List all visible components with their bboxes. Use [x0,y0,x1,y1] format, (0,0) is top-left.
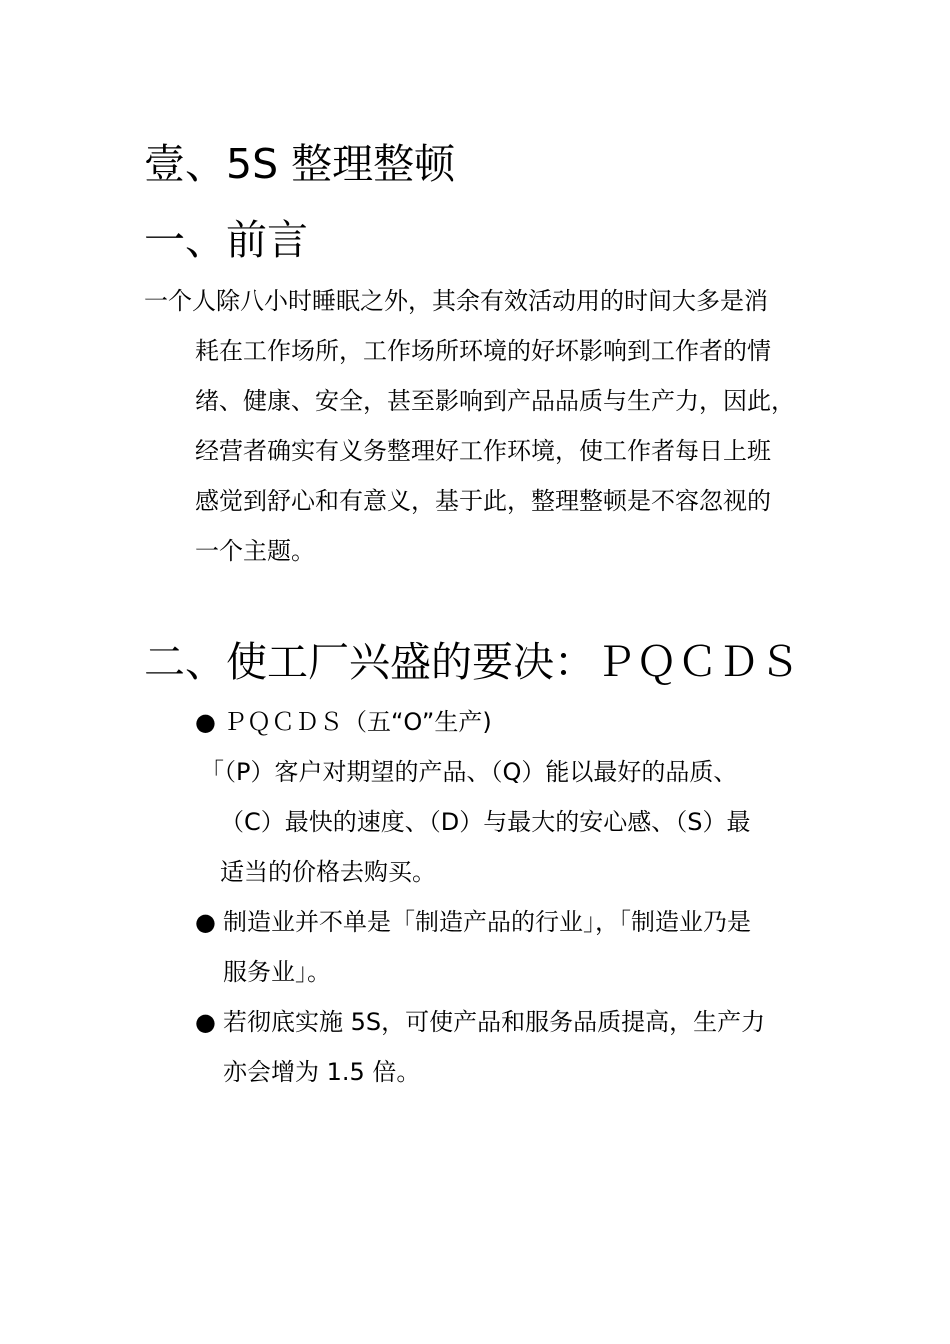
bullet-icon: ● [195,908,216,936]
paragraph-line: 经营者确实有义务整理好工作环境，使工作者每日上班 [195,437,771,465]
bullet-icon: ● [195,708,216,736]
paragraph-line: 耗在工作场所，工作场所环境的好坏影响到工作者的情 [195,337,771,365]
bullet-text: 若彻底实施 5S，可使产品和服务品质提高，生产力 [223,1008,766,1036]
section1-paragraph [144,276,844,576]
bullet-icon: ● [195,1008,216,1036]
bullet-text-continued: 服务业」。 [223,958,331,986]
section2-heading: 二、使工厂兴盛的要决：ＰＱＣＤＳ [144,638,800,686]
bullet-text-continued: 亦会增为 1.5 倍。 [223,1058,421,1086]
quote-line: 适当的价格去购买。 [220,858,436,886]
paragraph-line: 感觉到舒心和有意义，基于此，整理整顿是不容忽视的 [195,487,771,515]
paragraph-line: 一个主题。 [195,537,315,565]
main-heading: 壹、5S 整理整顿 [144,140,456,188]
quote-line: （C）最快的速度、（D）与最大的安心感、（S）最 [220,808,751,836]
quote-block [200,747,750,897]
bullet-item-pqcds [195,697,492,747]
paragraph-line: 一个人除八小时睡眠之外，其余有效活动用的时间大多是消 [144,287,768,315]
section1-heading: 一、前言 [144,216,308,264]
bullet-text: ＰＱＣＤＳ（五“O”生产) [223,708,492,736]
quote-line: 「（P）客户对期望的产品、（Q）能以最好的品质、 [200,758,738,786]
bullet-item-5s [195,997,765,1097]
paragraph-line: 绪、健康、安全，甚至影响到产品品质与生产力，因此， [195,387,795,415]
bullet-item-service [195,897,751,997]
bullet-text: 制造业并不单是「制造产品的行业」，「制造业乃是 [223,908,751,936]
